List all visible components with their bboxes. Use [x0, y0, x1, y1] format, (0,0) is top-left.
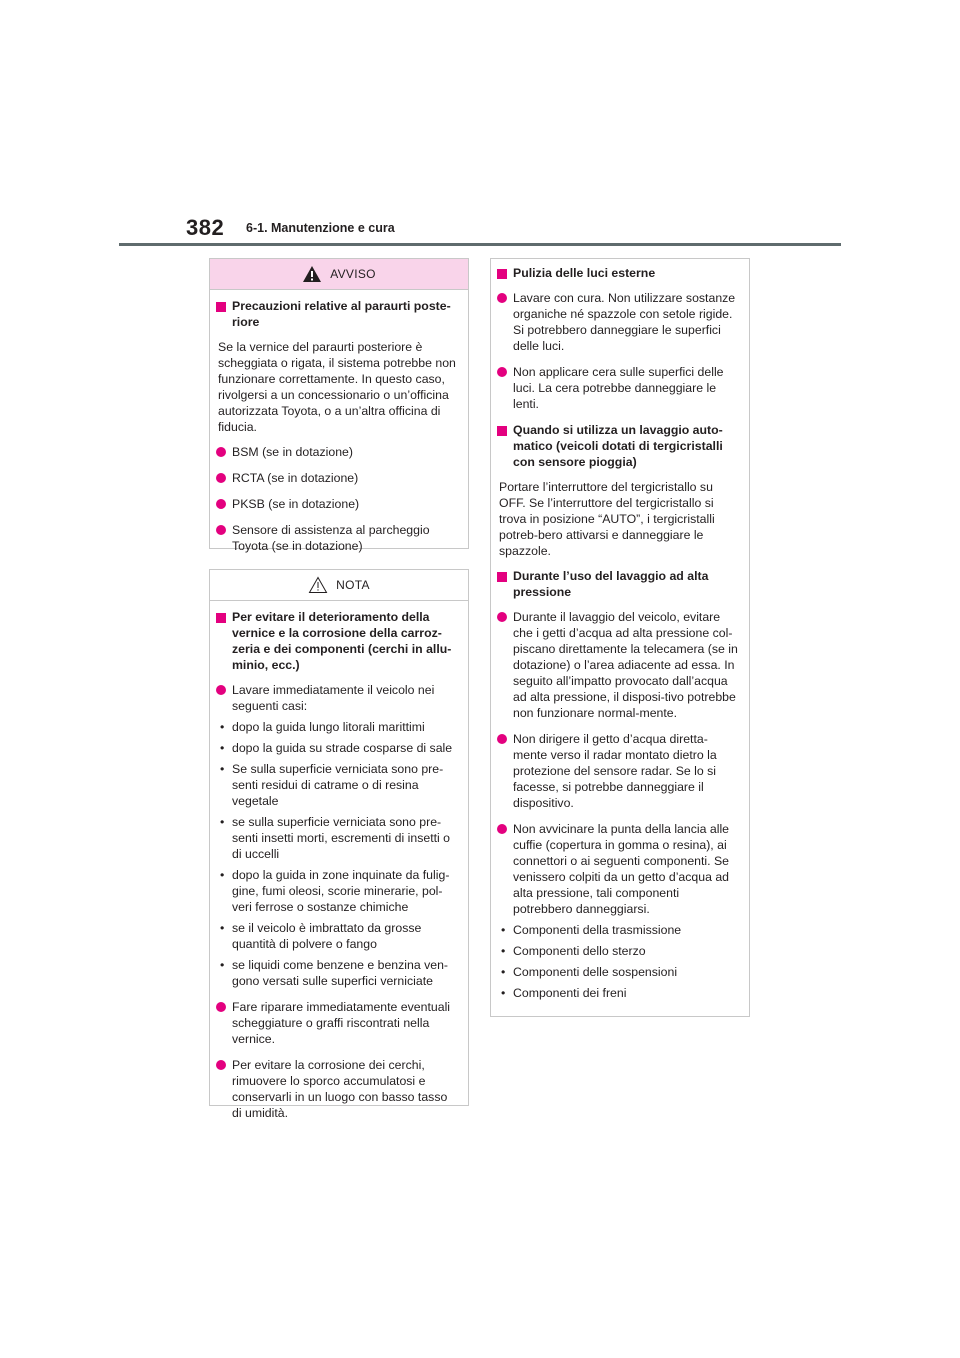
- bullet-icon: [497, 612, 507, 622]
- square-marker-icon: [216, 613, 226, 623]
- section-heading: Quando si utilizza un lavaggio auto-matico (veicoli dotati di tergicristalli con sensore pioggia): [495, 422, 739, 470]
- warning-heading: Precauzioni relative al paraurti poste-riore: [214, 298, 458, 330]
- list-item: Durante il lavaggio del veicolo, evitare che i getti d’acqua ad alta pressione col-piscano direttamente la telecamera (se in dotazione) o l’area adiacente ad essa. In seguito all’impatto provocato dall’acqua ad alta pressione, il disposi-tivo potrebbe non funzionare normal-mente.: [495, 609, 739, 721]
- sub-list-item: • Componenti dello sterzo: [501, 944, 646, 958]
- sub-list-item: • Componenti delle sospensioni: [501, 965, 678, 979]
- warning-icon: [302, 265, 322, 283]
- info-box: [490, 258, 750, 1017]
- sub-list-item: • dopo la guida su strade cosparse di sale: [220, 741, 453, 755]
- sub-list-item: • dopo la guida in zone inquinate da fulig-gine, fumi oleosi, scorie minerarie, pol-veri ferrose o sostanze chimiche: [220, 868, 450, 914]
- sub-list-item: • dopo la guida lungo litorali marittimi: [220, 720, 425, 734]
- list-item: Non avvicinare la punta della lancia alle cuffie (copertura in gomma o resina), ai connettori o ai seguenti componenti. Se venissero colpiti da un getto d’acqua ad alta pressione, tali componenti potrebbero danneggiarsi.: [495, 821, 739, 917]
- list-item: Lavare con cura. Non utilizzare sostanze organiche né spazzole con setole rigide. Si potrebbero danneggiare le superfici delle luci.: [495, 290, 739, 354]
- sub-list-item: • se il veicolo è imbrattato da grosse quantità di polvere o fango: [220, 921, 422, 951]
- bullet-icon: [497, 293, 507, 303]
- warning-box-header: [210, 259, 468, 290]
- sub-list-item: • Componenti della trasmissione: [501, 923, 682, 937]
- sub-list-item: • se liquidi come benzene e benzina ven-gono versati sulle superfici verniciate: [220, 958, 449, 988]
- warning-title: AVVISO: [330, 267, 376, 281]
- sub-list-item: • se sulla superficie verniciata sono pre-senti insetti morti, escrementi di insetti o di uccelli: [220, 815, 451, 861]
- square-marker-icon: [497, 572, 507, 582]
- section-title: 6-1. Manutenzione e cura: [246, 221, 395, 235]
- list-item: BSM (se in dotazione): [214, 444, 458, 460]
- list-item: PKSB (se in dotazione): [214, 496, 458, 512]
- list-item: Sensore di assistenza al parcheggio Toyota (se in dotazione): [214, 522, 458, 554]
- note-heading: Per evitare il deterioramento della vernice e la corrosione della carroz-zeria e dei componenti (cerchi in allu-minio, ecc.): [214, 609, 458, 673]
- square-marker-icon: [216, 302, 226, 312]
- bullet-icon: [497, 824, 507, 834]
- square-marker-icon: [497, 269, 507, 279]
- bullet-icon: [216, 473, 226, 483]
- list-item: RCTA (se in dotazione): [214, 470, 458, 486]
- bullet-icon: [216, 1060, 226, 1070]
- sub-list-item: • Se sulla superficie verniciata sono pre-senti residui di catrame o di resina vegetale: [220, 762, 444, 808]
- sub-list-item: • Componenti dei freni: [501, 986, 627, 1000]
- bullet-icon: [216, 685, 226, 695]
- bullet-icon: [216, 447, 226, 457]
- list-item: Fare riparare immediatamente eventuali scheggiature o graffi riscontrati nella vernice.: [214, 999, 458, 1047]
- note-box-header: [210, 570, 468, 601]
- caution-icon: [308, 576, 328, 594]
- list-item: Non dirigere il getto d’acqua diretta-mente verso il radar montato dietro la protezione del sensore radar. Se lo si facesse, si potrebbe danneggiare il dispositivo.: [495, 731, 739, 811]
- list-item: Lavare immediatamente il veicolo nei seguenti casi:: [214, 682, 458, 714]
- warning-text: Se la vernice del paraurti posteriore è scheggiata o rigata, il sistema potrebbe non funzionare correttamente. In questo caso, rivolgersi a un concessionario o un’officina autorizzata Toyota, o a un’altra officina di fiducia.: [218, 340, 456, 434]
- bullet-icon: [497, 367, 507, 377]
- note-box: [209, 569, 469, 1120]
- bullet-icon: [216, 1002, 226, 1012]
- list-item: Per evitare la corrosione dei cerchi, rimuovere lo sporco accumulatosi e conservarli in un luogo con basso tasso di umidità.: [214, 1057, 458, 1121]
- bullet-icon: [497, 734, 507, 744]
- note-title: NOTA: [336, 578, 370, 592]
- bullet-icon: [216, 499, 226, 509]
- section-heading: Pulizia delle luci esterne: [495, 265, 739, 281]
- paragraph: Portare l’interruttore del tergicristallo su OFF. Se l’interruttore del tergicristallo si trova in posizione “AUTO”, i tergicristalli potreb-bero attivarsi e danneggiare le spazzole.: [499, 480, 715, 558]
- section-heading: Durante l’uso del lavaggio ad alta pressione: [495, 568, 739, 600]
- list-item: Non applicare cera sulle superfici delle luci. La cera potrebbe danneggiare le lenti.: [495, 364, 739, 412]
- warning-box: [209, 258, 469, 553]
- page-number: 382: [186, 215, 225, 240]
- square-marker-icon: [497, 426, 507, 436]
- header-rule: [119, 243, 841, 246]
- bullet-icon: [216, 525, 226, 535]
